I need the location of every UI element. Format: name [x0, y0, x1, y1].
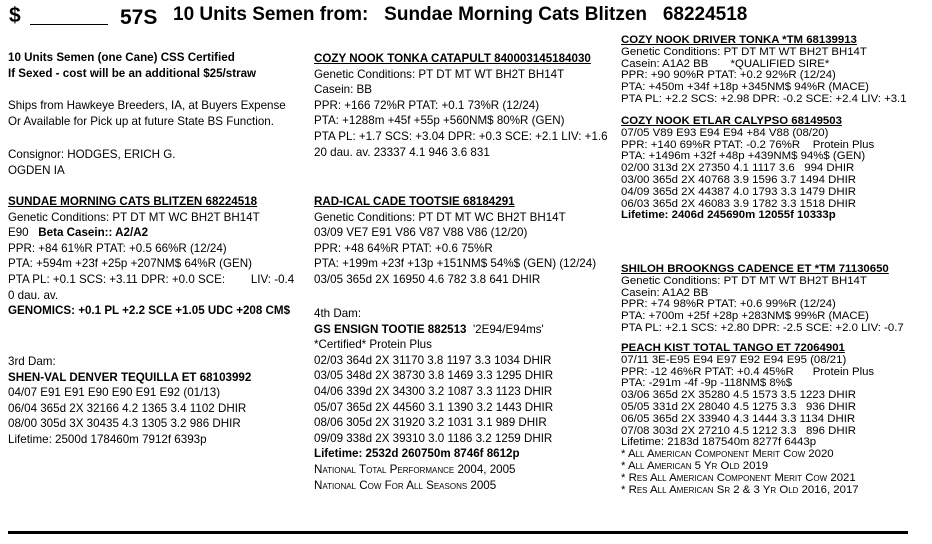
- consignor-block: [8, 147, 176, 178]
- bull-genetic: Genetic Conditions: PT DT MT WC BH2T BH14T: [8, 210, 260, 224]
- dam-of-sire-classification: 07/05 V89 E93 E94 E94 +84 V88 (08/20): [621, 126, 829, 139]
- intro-block: [8, 50, 256, 81]
- dam-of-sire-record: 03/00 365d 2X 40768 3.9 1596 3.7 1494 DHIR: [621, 173, 856, 186]
- dam-ppr: PPR: +48 64%R PTAT: +0.6 75%R: [314, 241, 493, 255]
- dam-of-dam-award: * Res All American Component Merit Cow 2021: [621, 471, 856, 484]
- dam-of-sire-ppr: PPR: +140 69%R PTAT: -0.2 76%R Protein Plus: [621, 138, 875, 151]
- dam-of-dam-record: 03/06 365d 2X 35280 4.5 1573 3.5 1223 DHIR: [621, 389, 856, 402]
- sire-name: COZY NOOK TONKA CATAPULT 840003145184030: [314, 52, 591, 65]
- bull-casein-line: [8, 225, 294, 241]
- bull-pta-pl: PTA PL: +0.1 SCS: +3.11 DPR: +0.0 SCE: LIV: -0.4: [8, 272, 295, 286]
- dam-of-dam-ppr: PPR: -12 46%R PTAT: +0.4 45%R Protein Plus: [621, 365, 875, 378]
- sire-of-dam-ppr: PPR: +74 98%R PTAT: +0.6 99%R (12/24): [621, 298, 836, 311]
- dam-of-sire-lifetime: Lifetime: 2406d 245690m 12055f 10333p: [621, 209, 836, 222]
- third-dam-record: 06/04 365d 2X 32166 4.2 1365 3.4 1102 DHIR: [8, 401, 247, 415]
- dam-of-sire-name: COZY NOOK ETLAR CALYPSO 68149503: [621, 115, 842, 127]
- bull-genomics: GENOMICS: +0.1 PL +2.2 SCE +1.05 UDC +208 CM$: [8, 304, 291, 318]
- dam-of-dam-name: PEACH KIST TOTAL TANGO ET 72064901: [621, 342, 845, 354]
- page-title: 10 Units Semen from: Sundae Morning Cats Blitzen 68224518: [173, 4, 748, 25]
- dam-of-dam-award: * All American 5 Yr Old 2019: [621, 459, 769, 472]
- dam-of-dam-classification: 07/11 3E-E95 E94 E97 E92 E94 E95 (08/21): [621, 353, 847, 366]
- sire-of-dam-pta: PTA: +700m +25f +28p +283NM$ 99%R (MACE): [621, 310, 869, 323]
- dam-name: RAD-ICAL CADE TOOTSIE 68184291: [314, 195, 515, 208]
- bull-block: [8, 194, 294, 319]
- sire-of-sire-name: COZY NOOK DRIVER TONKA *TM 68139913: [621, 34, 857, 46]
- fourth-dam-award: National Cow For All Seasons 2005: [314, 478, 497, 492]
- dam-of-dam-lifetime: Lifetime: 2183d 187540m 8277f 6443p: [621, 436, 817, 449]
- bull-name: SUNDAE MORNING CATS BLITZEN 68224518: [8, 195, 258, 208]
- dam-of-dam-award: * Res All American Sr 2 & 3 Yr Old 2016, 2017: [621, 483, 859, 496]
- dam-pta: PTA: +199m +23f +13p +151NM$ 54%$ (GEN) (12/24): [314, 257, 597, 271]
- third-dam-name: SHEN-VAL DENVER TEQUILLA ET 68103992: [8, 370, 252, 384]
- sire-of-dam-pta-pl: PTA PL: +2.1 SCS: +2.80 DPR: -2.5 SCE: +2.0 LIV: -0.7: [621, 321, 904, 334]
- lot-number: 57S: [120, 6, 158, 29]
- fourth-dam-lifetime: Lifetime: 2532d 260750m 8746f 8612p: [314, 447, 520, 461]
- intro-line-2: If Sexed - cost will be an additional $25/straw: [8, 66, 257, 80]
- third-dam-lifetime: Lifetime: 2500d 178460m 7912f 6393p: [8, 432, 207, 446]
- sire-genetic: Genetic Conditions: PT DT MT WT BH2T BH14T: [314, 67, 565, 81]
- sire-pta: PTA: +1288m +45f +55p +560NM$ 80%R (GEN): [314, 114, 565, 128]
- fourth-dam-record: 04/06 339d 2X 34300 3.2 1087 3.3 1123 DHIR: [314, 384, 553, 398]
- bottom-divider: [8, 531, 908, 534]
- dam-block: [314, 194, 596, 288]
- bull-pta: PTA: +594m +23f +25p +207NM$ 64%R (GEN): [8, 257, 253, 271]
- bull-dau: 0 dau. av.: [8, 288, 59, 302]
- dam-of-sire-record: 04/09 365d 2X 44387 4.0 1793 3.3 1479 DHIR: [621, 185, 856, 198]
- sire-of-dam-name: SHILOH BROOKNGS CADENCE ET *TM 71130650: [621, 263, 889, 275]
- sire-of-sire-pta-pl: PTA PL: +2.2 SCS: +2.98 DPR: -0.2 SCE: +2.4 LIV: +3.1: [621, 92, 907, 105]
- sire-of-sire-pta: PTA: +450m +34f +18p +345NM$ 94%R (MACE): [621, 81, 869, 94]
- shipping-block: [8, 98, 286, 129]
- fourth-dam-record: 03/05 348d 2X 38730 3.8 1469 3.3 1295 DHIR: [314, 369, 554, 383]
- sire-of-dam-block: [621, 264, 904, 335]
- bull-ppr: PPR: +84 61%R PTAT: +0.5 66%R (12/24): [8, 241, 227, 255]
- fourth-dam-record: 08/06 305d 2X 31920 3.2 1031 3.1 989 DHIR: [314, 416, 547, 430]
- shipping-line-2: Or Available for Pick up at future State BS Function.: [8, 114, 274, 128]
- third-dam-record: 08/00 305d 3X 30435 4.3 1305 3.2 986 DHIR: [8, 417, 241, 431]
- dam-of-dam-record: 07/08 303d 2X 27210 4.5 1212 3.3 896 DHIR: [621, 424, 856, 437]
- price-blank-line: [30, 24, 108, 25]
- price-dollar-sign: $: [9, 4, 21, 27]
- dam-of-sire-pta: PTA: +1496m +32f +48p +439NM$ 94%$ (GEN): [621, 150, 866, 163]
- sire-of-dam-genetic: Genetic Conditions: PT DT MT WT BH2T BH14T: [621, 274, 867, 287]
- sire-of-sire-ppr: PPR: +90 90%R PTAT: +0.2 92%R (12/24): [621, 69, 836, 82]
- sire-of-sire-block: [621, 35, 907, 106]
- dam-of-dam-pta: PTA: -291m -4f -9p -118NM$ 8%$: [621, 377, 793, 390]
- dam-of-dam-block: [621, 343, 874, 496]
- third-dam-record: 04/07 E91 E91 E90 E90 E91 E92 (01/13): [8, 386, 221, 400]
- shipping-line-1: Ships from Hawkeye Breeders, IA, at Buyers Expense: [8, 99, 286, 112]
- fourth-dam-block: [314, 306, 553, 493]
- third-dam-label: 3rd Dam:: [8, 355, 56, 368]
- fourth-dam-name-line: [314, 322, 553, 338]
- consignor-name: Consignor: HODGES, ERICH G.: [8, 148, 176, 161]
- sire-of-dam-casein: Casein: A1A2 BB: [621, 286, 709, 299]
- sire-pta-pl: PTA PL: +1.7 SCS: +3.04 DPR: +0.3 SCE: +2.1 LIV: +1.6: [314, 129, 608, 143]
- sire-block: [314, 51, 608, 160]
- sire-of-sire-genetic: Genetic Conditions: PT DT MT WT BH2T BH14T: [621, 45, 867, 58]
- intro-line-1: 10 Units Semen (one Cane) CSS Certified: [8, 51, 235, 64]
- bull-beta-casein: Beta Casein:: A2/A2: [38, 226, 149, 240]
- fourth-dam-record: 05/07 365d 2X 44560 3.1 1390 3.2 1443 DHIR: [314, 400, 554, 414]
- dam-of-dam-record: 06/05 365d 2X 33940 4.3 1444 3.3 1134 DHIR: [621, 412, 856, 425]
- fourth-dam-label: 4th Dam:: [314, 307, 362, 320]
- sire-of-sire-casein: Casein: A1A2 BB *QUALIFIED SIRE*: [621, 57, 830, 70]
- fourth-dam-award: National Total Performance 2004, 2005: [314, 462, 516, 476]
- dam-of-dam-award: * All American Component Merit Cow 2020: [621, 448, 834, 461]
- fourth-dam-record: 02/03 364d 2X 31170 3.8 1197 3.3 1034 DHIR: [314, 353, 552, 367]
- dam-of-sire-record: 02/00 313d 2X 27350 4.1 1117 3.6 994 DHIR: [621, 162, 855, 175]
- sire-casein: Casein: BB: [314, 83, 372, 97]
- dam-of-sire-block: [621, 116, 874, 222]
- sire-dau: 20 dau. av. 23337 4.1 946 3.6 831: [314, 145, 490, 159]
- fourth-dam-certified: *Certified* Protein Plus: [314, 338, 432, 352]
- bull-e90: E90: [8, 226, 39, 240]
- dam-of-sire-record: 06/03 365d 2X 46083 3.9 1782 3.3 1518 DHIR: [621, 197, 856, 210]
- fourth-dam-record: 09/09 338d 2X 39310 3.0 1186 3.2 1259 DHIR: [314, 431, 553, 445]
- fourth-dam-score: '2E94/E94ms': [466, 322, 544, 336]
- third-dam-block: [8, 354, 251, 448]
- dam-of-dam-record: 05/05 331d 2X 28040 4.5 1275 3.3 936 DHIR: [621, 400, 856, 413]
- consignor-location: OGDEN IA: [8, 163, 65, 177]
- dam-genetic: Genetic Conditions: PT DT MT WC BH2T BH14T: [314, 210, 566, 224]
- sire-ppr: PPR: +166 72%R PTAT: +0.1 73%R (12/24): [314, 98, 540, 112]
- fourth-dam-name: GS ENSIGN TOOTIE 882513: [314, 322, 467, 336]
- dam-record: 03/05 365d 2X 16950 4.6 782 3.8 641 DHIR: [314, 272, 541, 286]
- dam-classification: 03/09 VE7 E91 V86 V87 V88 V86 (12/20): [314, 226, 528, 240]
